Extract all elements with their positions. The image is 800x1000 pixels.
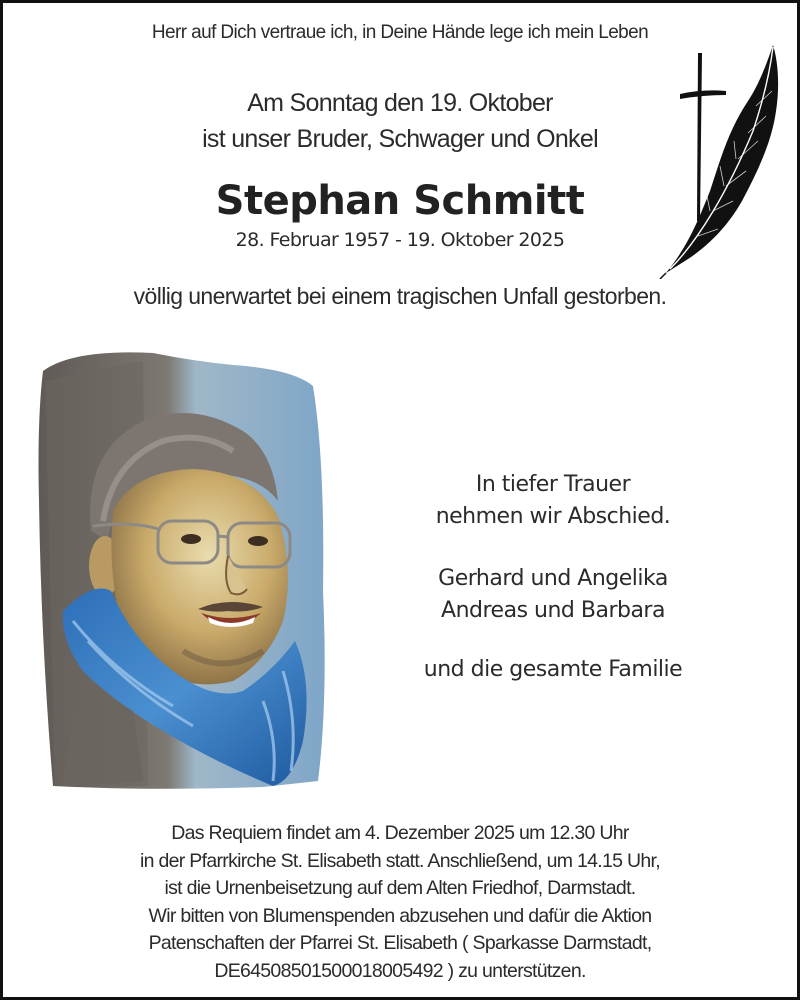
mourners-names — [383, 563, 723, 627]
portrait-painting — [33, 341, 331, 793]
mourner-line: Andreas und Barbara — [441, 598, 665, 623]
mourner-line: und die gesamte Familie — [423, 657, 683, 682]
intro-line: Am Sonntag den 19. Oktober — [247, 89, 553, 117]
service-line: Wir bitten von Blumenspenden abzusehen und dafür die Aktion — [148, 904, 652, 927]
service-line: DE64508501500018005492 ) zu unterstützen. — [214, 959, 586, 982]
service-line: ist die Urnenbeisetzung auf dem Alten Friedhof, Darmstadt. — [164, 877, 636, 899]
life-dates: 28. Februar 1957 - 19. Oktober 2025 — [235, 229, 565, 251]
cross-and-feather-icon — [658, 41, 783, 279]
mourners-family — [383, 654, 723, 686]
mourning-line: nehmen wir Abschied. — [435, 504, 671, 529]
mourning-line: In tiefer Trauer — [475, 472, 631, 497]
service-details — [3, 820, 797, 985]
mourning-phrase — [383, 469, 723, 533]
cause-of-death: völlig unerwartet bei einem tragischen Unfall gestorben. — [133, 283, 667, 309]
deceased-name: Stephan Schmitt — [215, 178, 585, 224]
service-line: Patenschaften der Pfarrei St. Elisabeth ( Sparkasse Darmstadt, — [148, 932, 652, 954]
mourner-line: Gerhard und Angelika — [438, 566, 668, 591]
motto-verse: Herr auf Dich vertraue ich, in Deine Hände lege ich mein Leben — [151, 22, 649, 43]
intro-line: ist unser Bruder, Schwager und Onkel — [202, 125, 598, 153]
service-line: in der Pfarrkirche St. Elisabeth statt. Anschließend, um 14.15 Uhr, — [140, 849, 660, 872]
service-line: Das Requiem findet am 4. Dezember 2025 um 12.30 Uhr — [171, 822, 629, 844]
